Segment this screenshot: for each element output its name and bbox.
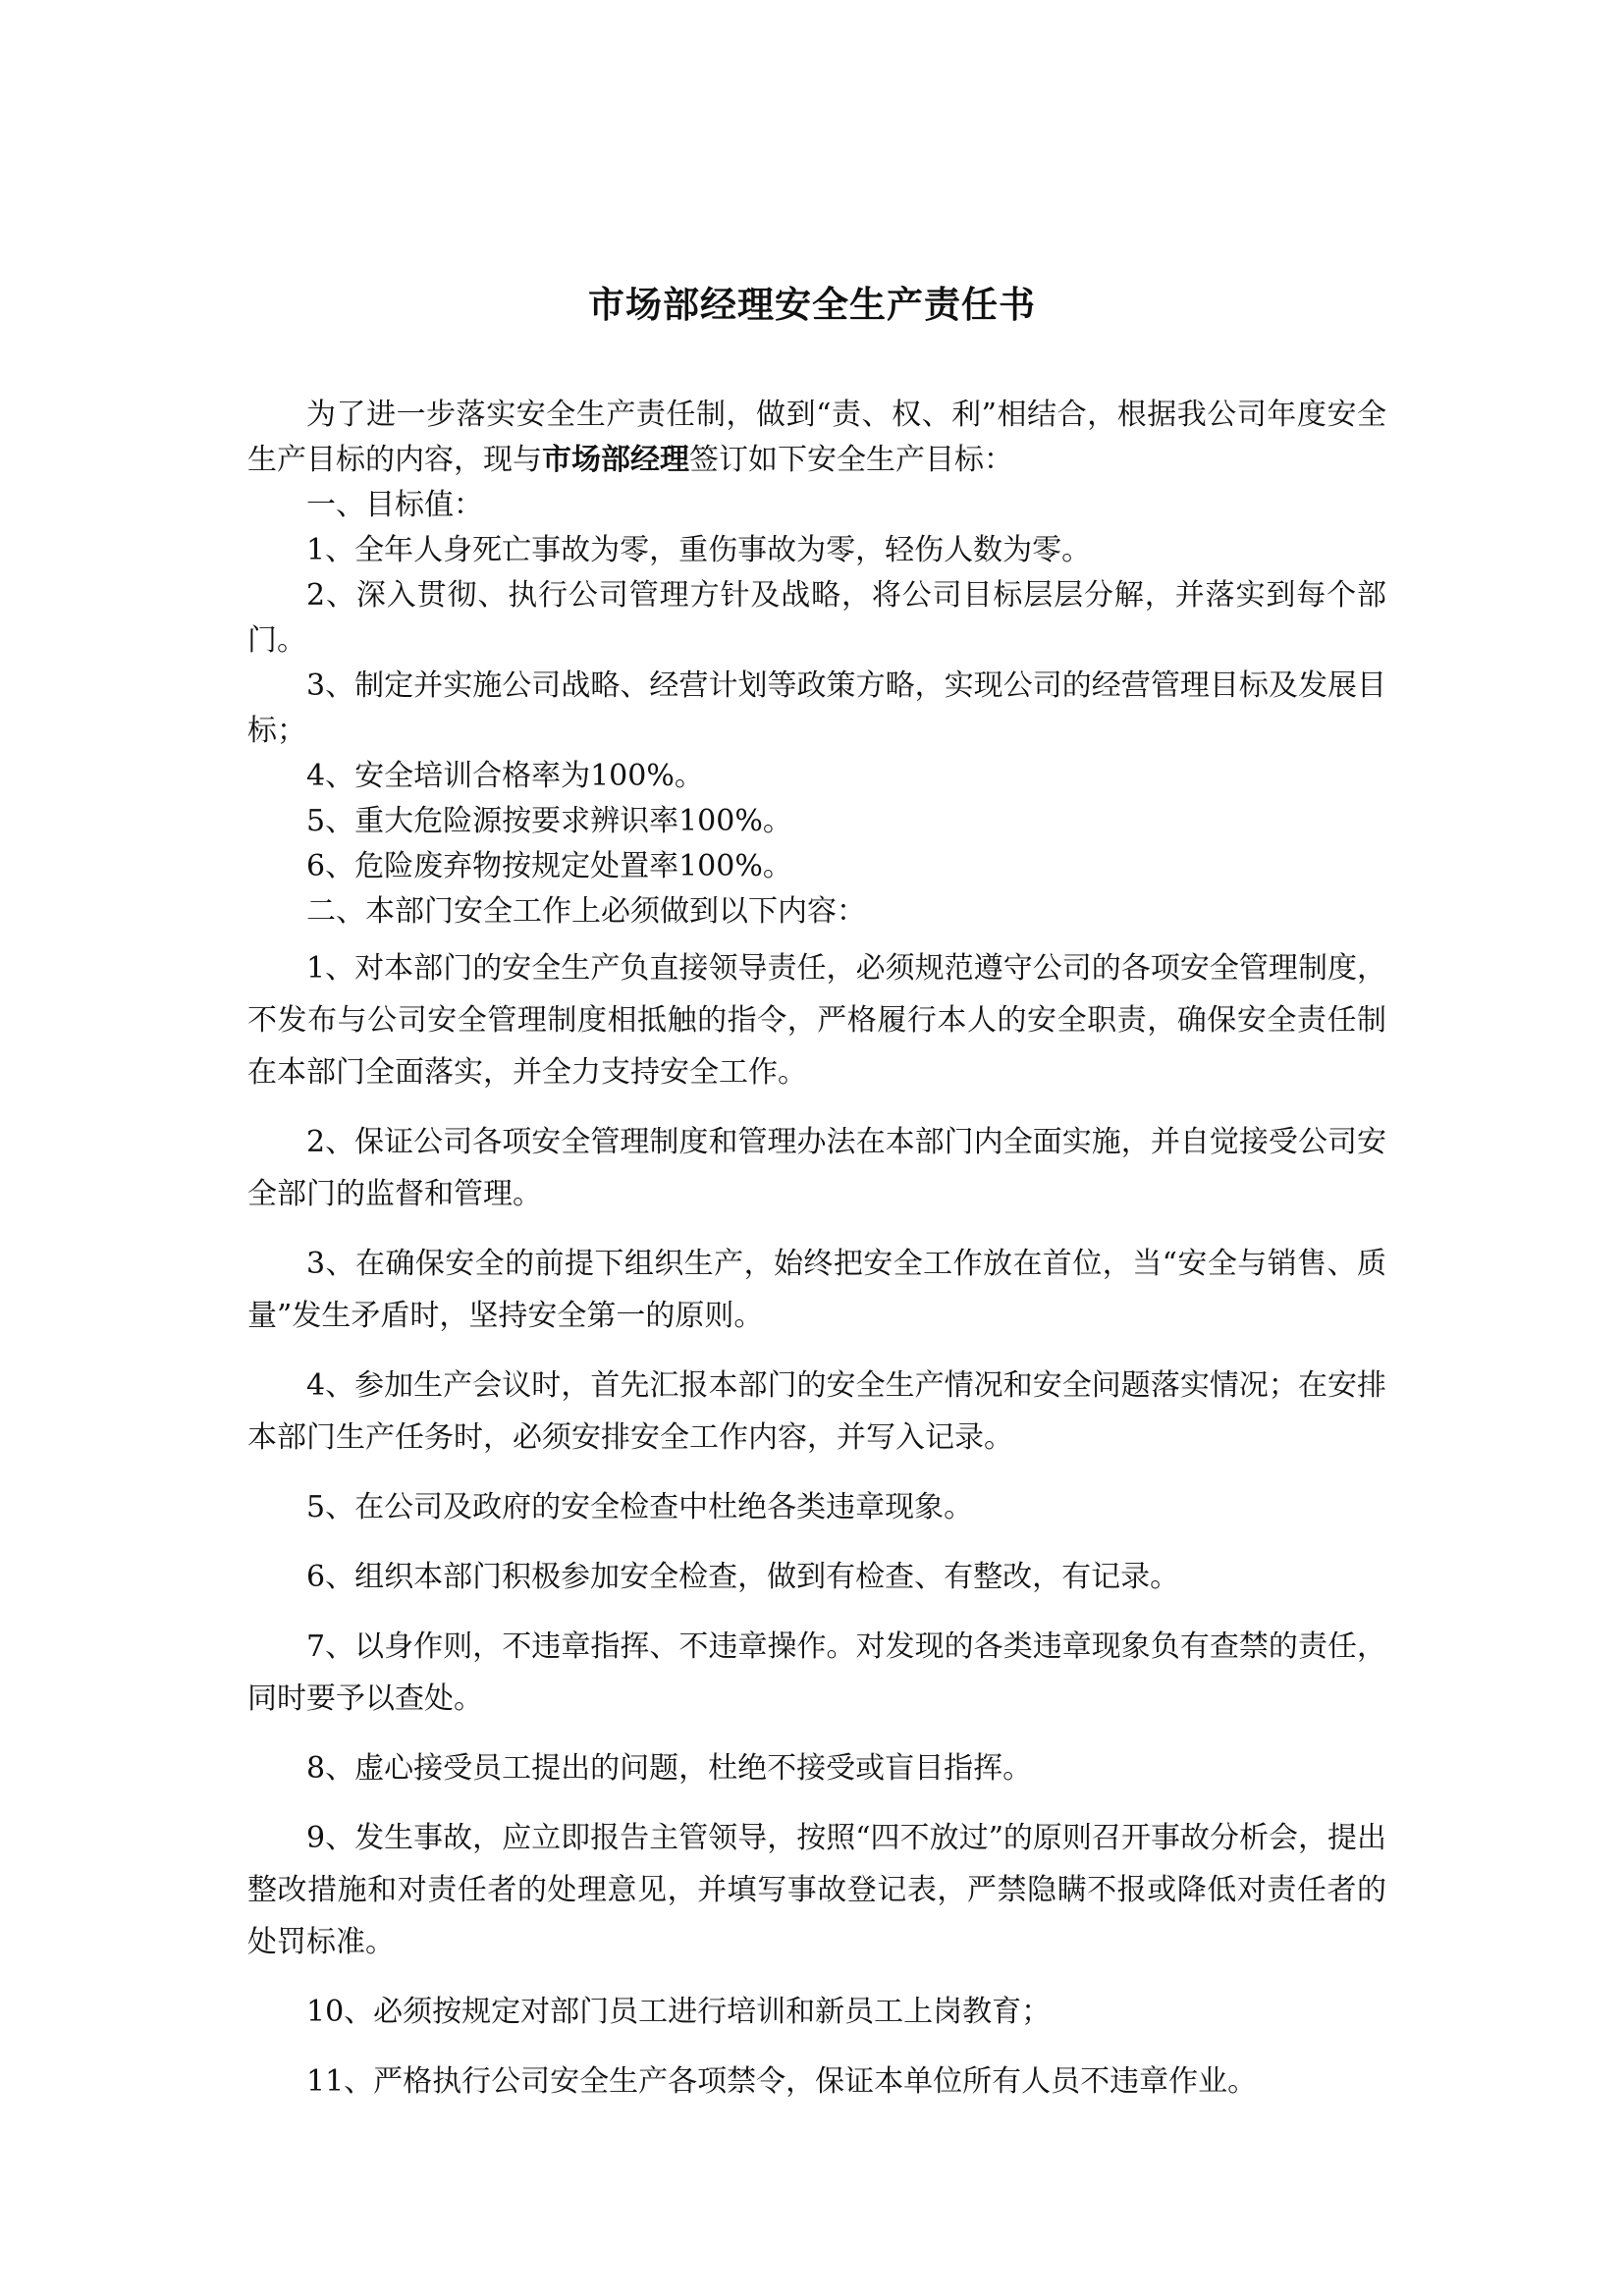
duty-item-11: 11、严格执行公司安全生产各项禁令，保证本单位所有人员不违章作业。 — [306, 2064, 1258, 2099]
section2-heading: 二、本部门安全工作上必须做到以下内容： — [306, 894, 866, 929]
document-title: 市场部经理安全生产责任书 — [588, 283, 1036, 326]
target-item-6: 6、危险废弃物按规定处置率100%。 — [306, 849, 792, 883]
duty-item-8: 8、虚心接受员工提出的问题，杜绝不接受或盲目指挥。 — [306, 1751, 1033, 1786]
intro-paragraph — [247, 393, 1386, 483]
duty-item-10: 10、必须按规定对部门员工进行培训和新员工上岗教育； — [306, 1995, 1052, 2029]
intro-position-bold: 市场部经理 — [542, 443, 689, 477]
duty-item-5: 5、在公司及政府的安全检查中杜绝各类违章现象。 — [306, 1490, 974, 1524]
intro-text-after: 签订如下安全生产目标： — [689, 443, 1013, 477]
duty-item-7: 7、以身作则，不违章指挥、不违章操作。对发现的各类违章现象负有查禁的责任，同时要予以查处。 — [247, 1629, 1386, 1716]
duty-item-2: 2、保证公司各项安全管理制度和管理办法在本部门内全面实施，并自觉接受公司安全部门的监督和管理。 — [247, 1125, 1386, 1211]
target-item-4: 4、安全培训合格率为100%。 — [306, 759, 704, 793]
target-item-5: 5、重大危险源按要求辨识率100%。 — [306, 804, 792, 838]
duty-item-9: 9、发生事故，应立即报告主管领导，按照“四不放过”的原则召开事故分析会，提出整改措施和对责任者的处理意见，并填写事故登记表，严禁隐瞒不报或降低对责任者的处罚标准。 — [247, 1821, 1386, 1959]
target-item-3: 3、制定并实施公司战略、经营计划等政策方略，实现公司的经营管理目标及发展目标； — [247, 668, 1386, 748]
duty-item-1: 1、对本部门的安全生产负直接领导责任，必须规范遵守公司的各项安全管理制度，不发布与公司安全管理制度相抵触的指令，严格履行本人的安全职责，确保安全责任制在本部门全面落实，并全力支持安全工作。 — [247, 951, 1386, 1090]
duty-item-4: 4、参加生产会议时，首先汇报本部门的安全生产情况和安全问题落实情况；在安排本部门生产任务时，必须安排安全工作内容，并写入记录。 — [247, 1368, 1386, 1455]
target-item-1: 1、全年人身死亡事故为零，重伤事故为零，轻伤人数为零。 — [306, 533, 1092, 567]
duty-item-6: 6、组织本部门积极参加安全检查，做到有检查、有整改，有记录。 — [306, 1560, 1180, 1594]
duty-item-3: 3、在确保安全的前提下组织生产，始终把安全工作放在首位，当“安全与销售、质量”发生矛盾时，坚持安全第一的原则。 — [247, 1247, 1386, 1333]
duties-list — [247, 942, 1386, 2108]
section1-heading: 一、目标值： — [306, 488, 483, 522]
intro-text-before: 为了进一步落实安全生产责任制，做到“责、权、利”相结合，根据我公司年度安全生产目标的内容，现与 — [247, 398, 1386, 477]
target-item-2: 2、深入贯彻、执行公司管理方针及战略，将公司目标层层分解，并落实到每个部门。 — [247, 578, 1386, 658]
intro-and-targets — [247, 393, 1386, 934]
document-body — [247, 393, 1386, 2125]
